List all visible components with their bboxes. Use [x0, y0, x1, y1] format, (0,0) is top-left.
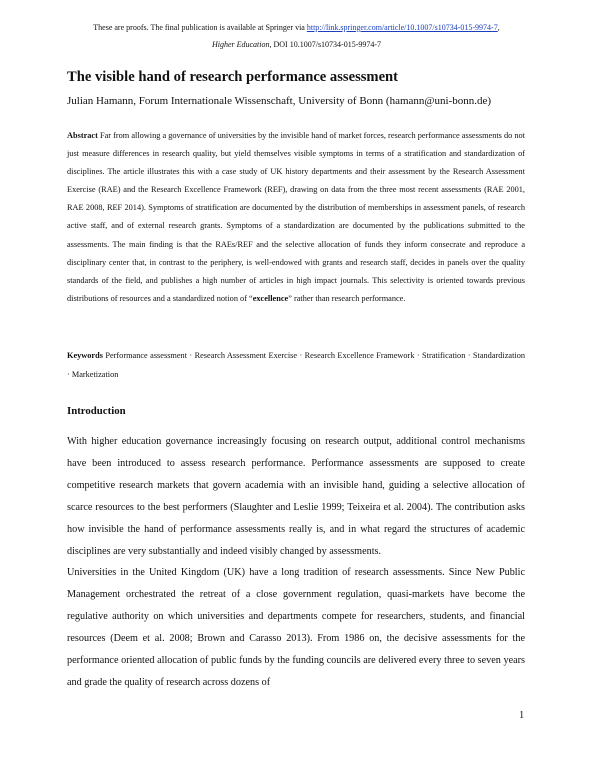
- body-text: [67, 431, 525, 694]
- notice-comma: ,: [497, 23, 500, 32]
- abstract-label: Abstract: [67, 131, 98, 140]
- doi-text: , DOI 10.1007/s10734-015-9974-7: [269, 40, 382, 49]
- notice-text: These are proofs. The final publication is available at Springer via: [93, 23, 307, 32]
- page-number: 1: [519, 710, 525, 721]
- abstract-text-end: ” rather than research performance.: [288, 293, 406, 303]
- keywords: [67, 346, 525, 384]
- keywords-label: Keywords: [67, 351, 103, 360]
- section-heading: Introduction: [67, 405, 126, 417]
- author-line: Julian Hamann, Forum Internationale Wissenschaft, University of Bonn (hamann@uni-bonn.de): [67, 95, 492, 107]
- paragraph: With higher education governance increasingly focusing on research output, additional control mechanisms have been introduced to assess research performance. Performance assessments are supposed to create competitive research markets that govern academia with an invisible hand, guiding a selective allocation of scarce resources to the best performers (Slaughter and Leslie 1999; Teixeira et al. 2004). The contribution asks how invisible the hand of performance assessments really is, and in what regard the structures of academic disciplines are very substantially and indeed visibly changed by assessments.: [67, 436, 525, 557]
- paragraph: Universities in the United Kingdom (UK) have a long tradition of research assessments. Since New Public Management orchestrated the retreat of a close government regulation, quasi-markets have become the regulative authority on which universities and departments compete for researchers, students, and financial resources (Deem et al. 2008; Brown and Carasso 2013). From 1986 on, the decisive assessments for the performance oriented allocation of public funds by the funding councils are delivered every three to seven years and grade the quality of research across dozens of: [67, 567, 525, 688]
- abstract-text: Far from allowing a governance of universities by the invisible hand of market forces, research performance assessments do not just measure differences in research quality, but yield themselves visible symptoms in terms of a stratification and standardization of disciplines. The article illustrates this with a case study of UK history departments and their assessment by the Research Assessment Exercise (RAE) and the Research Excellence Framework (REF), drawing on data from the three most recent assessments (RAE 2001, RAE 2008, REF 2014). Symptoms of stratification are documented by the distribution of memberships in assessment panels, of research active staff, and of external research grants. Symptoms of a standardization are documented by the publications submitted to the assessments. The main finding is that the RAEs/REF and the selective allocation of funds they inform consecrate and reproduce a disciplinary center that, in contrast to the periphery, is well-endowed with grants and research staff, decides in panels over the quality standards of the field, and publishes a high number of articles in high impact journals. This selectivity is oriented towards previous distributions of resources and a standardized notion of “: [67, 131, 525, 303]
- abstract: [67, 127, 525, 308]
- abstract-emphasis: excellence: [252, 293, 289, 303]
- proof-notice: [40, 19, 553, 53]
- keywords-text: Performance assessment · Research Assessment Exercise · Research Excellence Framework · Stratification · Standardization · Marketization: [67, 351, 525, 379]
- journal-name: Higher Education: [211, 40, 270, 49]
- springer-link[interactable]: http://link.springer.com/article/10.1007/s10734-015-9974-7: [306, 23, 498, 32]
- paper-title: The visible hand of research performance assessment: [67, 69, 399, 85]
